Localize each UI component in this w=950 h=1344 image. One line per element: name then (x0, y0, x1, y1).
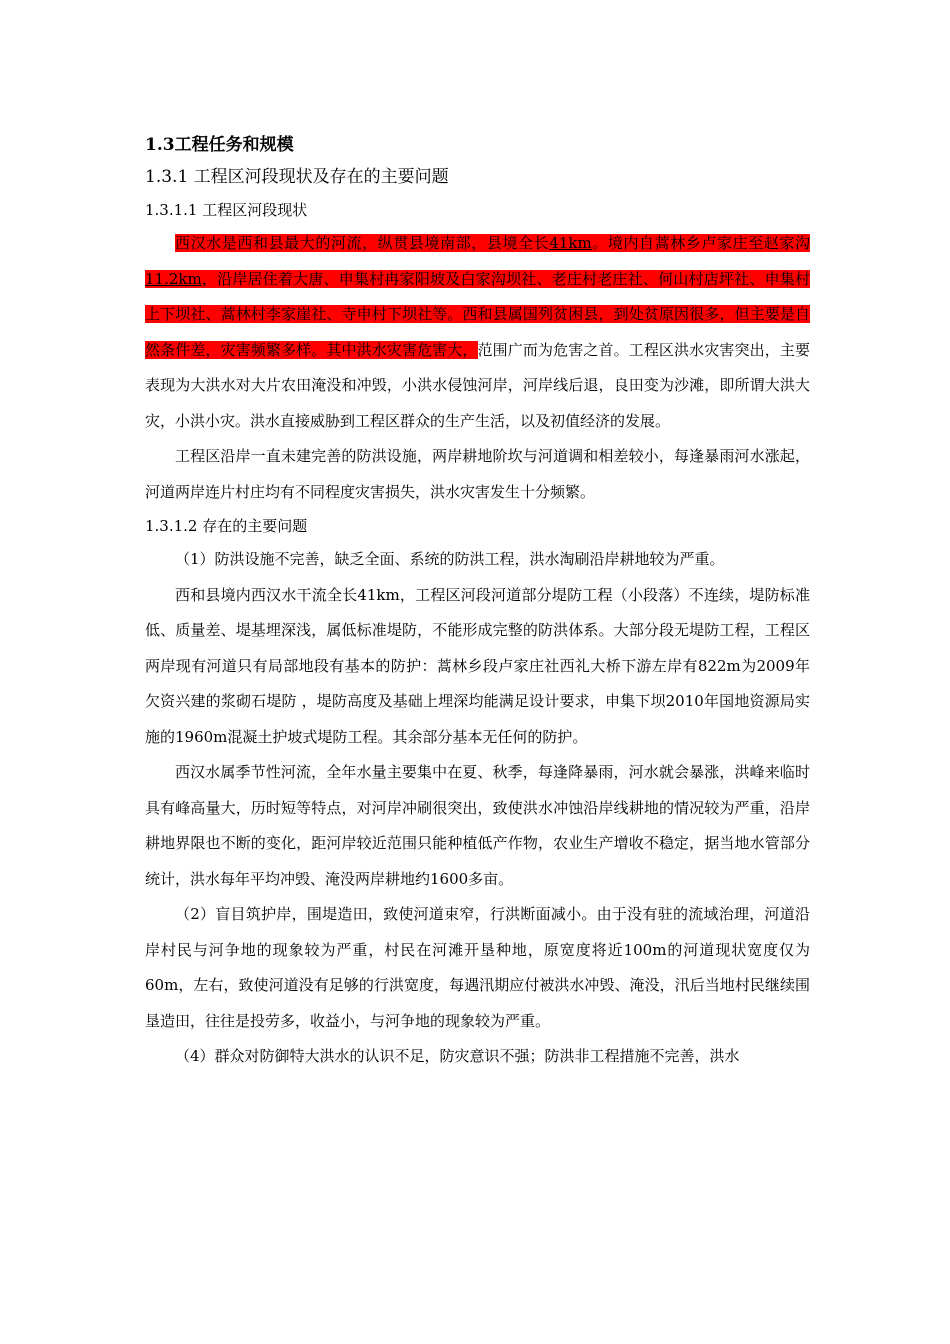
document-body (145, 130, 810, 1075)
section-heading: 1.3工程任务和规模 (145, 135, 294, 155)
subsubsection-heading-status: 1.3.1.1 工程区河段现状 (145, 201, 308, 219)
highlight-part: 。境内自蒿林乡卢家庄至赵家沟 (591, 234, 810, 252)
highlight-part: ，沿岸居住着大唐、申集村冉家阳坡及白家沟坝社、老庄村老庄社、何山村店坪社、申集村上下坝社、蒿林村李家崖社、寺申村下坝社等。西和县属国列贫困县，到处贫原因很多，但主要是自然条件差，灾害频繁多样。其中洪水灾害危害大， (145, 269, 810, 359)
paragraph-flood-facilities: 工程区沿岸一直未建完善的防洪设施，两岸耕地阶坎与河道调和相差较小，每逢暴雨河水涨起，河道两岸连片村庄均有不同程度灾害损失，洪水灾害发生十分频繁。 (145, 447, 810, 501)
subsection-heading: 1.3.1 工程区河段现状及存在的主要问题 (145, 167, 449, 187)
paragraph-text: 范围广而为危害之首。工程区洪水灾害突出，主要表现为大洪水对大片农田淹没和冲毁，小洪水侵蚀河岸，河岸线后退，良田变为沙滩，即所谓大洪大灾，小洪小灾。洪水直接威胁到工程区群众的生产生活，以及初值经济的发展。 (145, 340, 810, 430)
problem-item-4: （4）群众对防御特大洪水的认识不足，防灾意识不强；防洪非工程措施不完善，洪水 (175, 1047, 740, 1065)
problem-item-1: （1）防洪设施不完善，缺乏全面、系统的防洪工程，洪水淘刷沿岸耕地较为严重。 (175, 550, 725, 568)
underlined-length: 11.2km (145, 269, 202, 288)
problem-item-2: （2）盲目筑护岸，围堤造田，致使河道束窄，行洪断面减小。由于没有驻的流域治理，河道沿岸村民与河争地的现象较为严重，村民在河滩开垦种地，原宽度将近100m的河道现状宽度仅为60m，左右，致使河道没有足够的行洪宽度，每遇汛期应付被洪水冲毁、淹没，汛后当地村民继续围垦造田，往往是投劳多，收益小，与河争地的现象较为严重。 (145, 905, 810, 1030)
paragraph-river-status (145, 226, 810, 439)
paragraph-seasonal-river: 西汉水属季节性河流，全年水量主要集中在夏、秋季，每逢降暴雨，河水就会暴涨，洪峰来临时具有峰高量大，历时短等特点，对河岸冲刷很突出，致使洪水冲蚀沿岸线耕地的情况较为严重，沿岸耕地界限也不断的变化，距河岸较近范围只能种植低产作物，农业生产增收不稳定，据当地水管部分统计，洪水每年平均冲毁、淹没两岸耕地约1600多亩。 (145, 763, 810, 888)
underlined-length: 41km (549, 234, 592, 252)
paragraph-levee-status: 西和县境内西汉水干流全长41km，工程区河段河道部分堤防工程（小段落）不连续，堤防标准低、质量差、堤基埋深浅，属低标准堤防，不能形成完整的防洪体系。大部分段无堤防工程，工程区两岸现有河道只有局部地段有基本的防护：蒿林乡段卢家庄社西礼大桥下游左岸有822m为2009年欠资兴建的浆砌石堤防 ，堤防高度及基础上埋深均能满足设计要求，申集下坝2010年国地资源局实施的1960m混凝土护坡式堤防工程。其余部分基本无任何的防护。 (145, 585, 810, 746)
highlight-part: 西汉水是西和县最大的河流，纵贯县境南部，县境全长 (175, 234, 550, 252)
subsubsection-heading-problems: 1.3.1.2 存在的主要问题 (145, 517, 308, 535)
